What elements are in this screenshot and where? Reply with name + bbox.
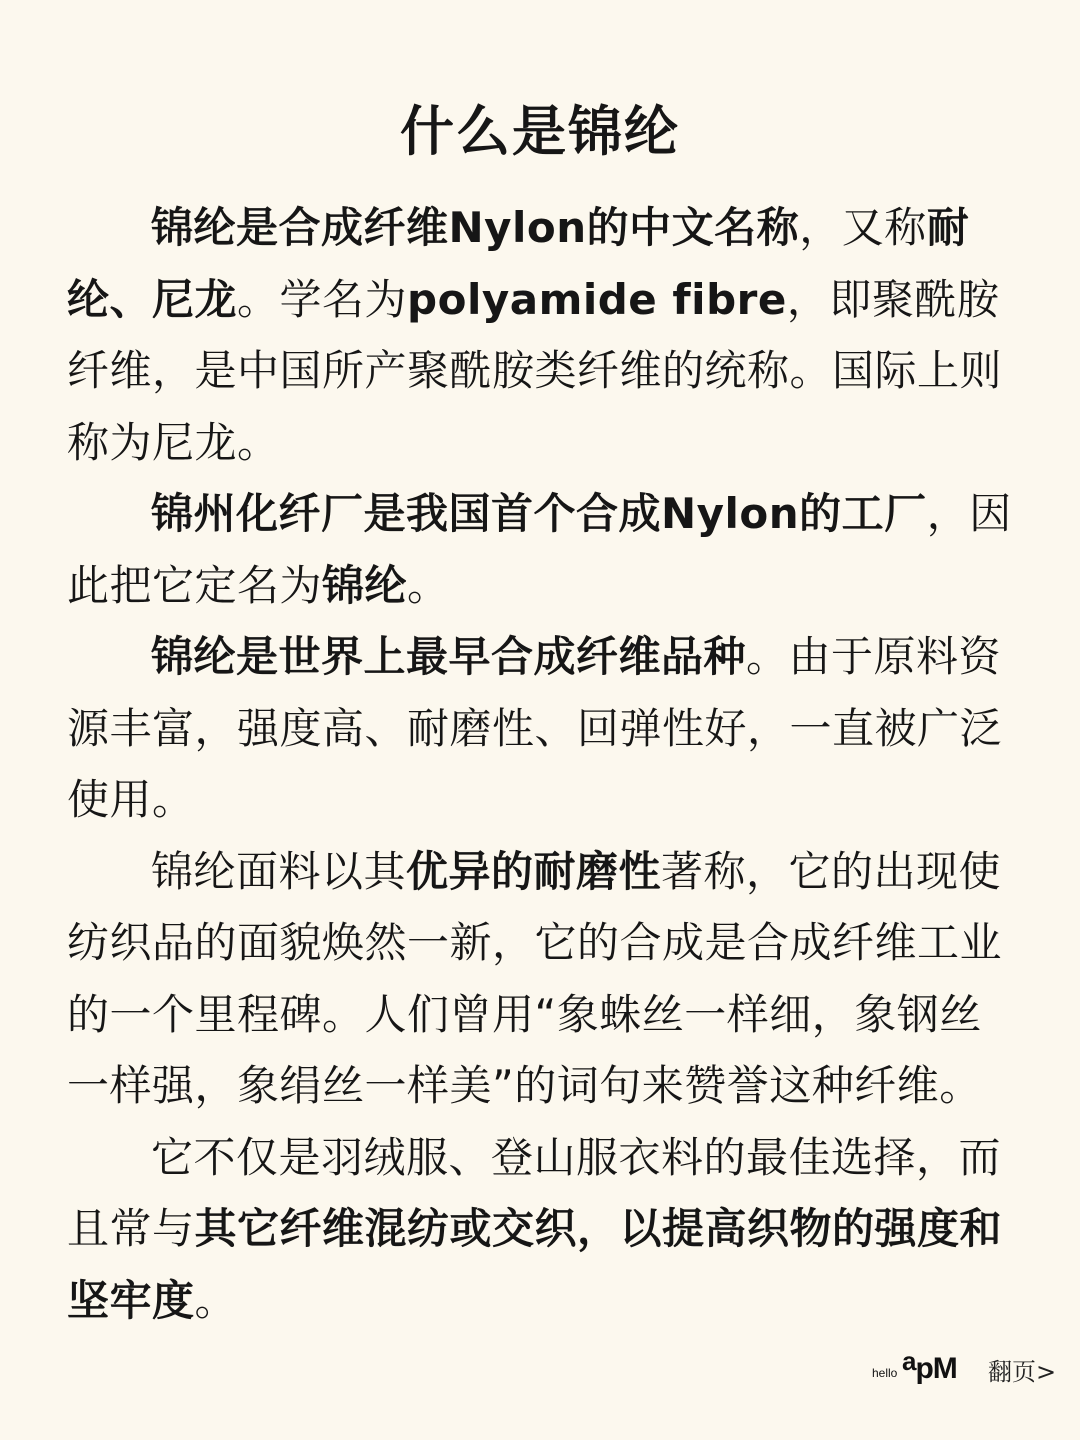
paragraph-4-segment: 锦纶面料以其 xyxy=(151,846,407,896)
paragraph-4-segment: 优异的耐磨性 xyxy=(406,846,662,896)
page-title: 什么是锦纶 xyxy=(400,100,680,163)
logo-small-text: hello xyxy=(872,1366,898,1380)
paragraph-1 xyxy=(67,192,1013,478)
next-page-link[interactable]: 翻页> xyxy=(988,1358,1057,1386)
paragraph-1-segment: ，即聚酰胺纤维，是中国所产聚酰胺类纤维的统称。国际上则称为尼龙。 xyxy=(67,274,1003,467)
logo-mark-rest: pM xyxy=(915,1352,957,1385)
paragraph-2-segment: 。 xyxy=(407,560,450,610)
paragraph-1-segment: 耐纶、尼龙 xyxy=(67,203,970,324)
paragraph-2-segment: 锦州化纤厂是我国首个合成Nylon的工厂 xyxy=(151,489,927,538)
paragraph-4-segment: 著称，它的出现使纺织品的面貌焕然一新，它的合成是合成纤维工业的一个里程碑。人们曾用“象蛛丝一样细，象钢丝一样强，象绢丝一样美”的词句来赞誉这种纤维。 xyxy=(67,846,1003,1110)
paragraph-2-segment: 锦纶 xyxy=(322,560,408,610)
paragraph-1-segment: ，又称 xyxy=(799,203,927,252)
paragraph-5 xyxy=(67,1122,1013,1337)
logo-mark-a: a xyxy=(902,1346,916,1376)
paragraph-1-segment: 。学名为 xyxy=(237,274,408,324)
paragraph-3 xyxy=(67,621,1013,836)
logo-mark xyxy=(902,1346,957,1386)
paragraph-4 xyxy=(67,836,1013,1122)
paragraph-3-segment: 锦纶是世界上最早合成纤维品种 xyxy=(151,632,747,681)
paragraph-1-segment: polyamide fibre xyxy=(407,274,787,324)
paragraph-2-segment: ，因此把它定名为 xyxy=(67,489,1012,610)
paragraph-2 xyxy=(67,478,1013,621)
brand-logo xyxy=(872,1346,972,1392)
paragraph-1-segment: 锦纶是合成纤维Nylon的中文名称 xyxy=(151,203,800,252)
article-body xyxy=(67,192,1013,1336)
paragraph-5-segment: 。 xyxy=(194,1275,238,1325)
paragraph-5-segment: 其它纤维混纺或交织，以提高织物的强度和坚牢度 xyxy=(67,1204,1003,1325)
paragraph-3-segment: 。由于原料资源丰富，强度高、耐磨性、回弹性好，一直被广泛使用。 xyxy=(67,632,1003,824)
paragraph-5-segment: 它不仅是羽绒服、登山服衣料的最佳选择，而且常与 xyxy=(67,1132,1002,1253)
